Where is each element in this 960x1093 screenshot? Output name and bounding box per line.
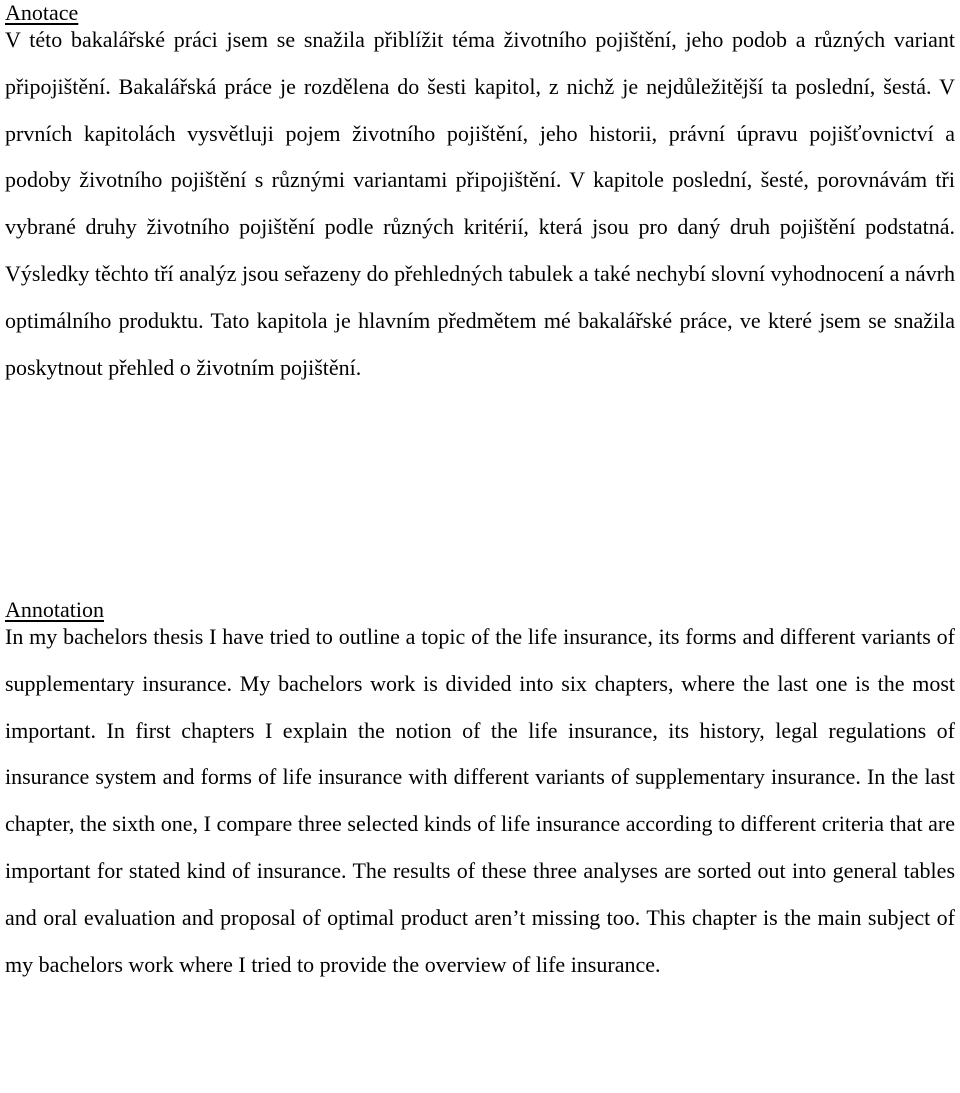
czech-paragraph: V této bakalářské práci jsem se snažila přiblížit téma životního pojištění, jeho podob a různých variant připojištění. Bakalářská práce je rozdělena do šesti kapitol, z nichž je nejdůležitější ta poslední, šestá. V prvních kapitolách vysvětluji pojem životního pojištění, jeho historii, právní úpravu pojišťovnictví a podoby životního pojištění s různými variantami připojištění. V kapitole poslední, šesté, porovnávám tři vybrané druhy životního pojištění podle různých kritérií, která jsou pro daný druh pojištění podstatná. Výsledky těchto tří analýz jsou seřazeny do přehledných tabulek a také nechybí slovní vyhodnocení a návrh optimálního produktu. Tato kapitola je hlavním předmětem mé bakalářské práce, ve které jsem se snažila poskytnout přehled o životním pojištění. — [5, 27, 955, 380]
english-paragraph: In my bachelors thesis I have tried to outline a topic of the life insurance, its forms and different variants of supplementary insurance. My bachelors work is divided into six chapters, where the last one is the most important. In first chapters I explain the notion of the life insurance, its history, legal regulations of insurance system and forms of life insurance with different variants of supplementary insurance. In the last chapter, the sixth one, I compare three selected kinds of life insurance according to different criteria that are important for stated kind of insurance. The results of these three analyses are sorted out into general tables and oral evaluation and proposal of optimal product aren’t missing too. This chapter is the main subject of my bachelors work where I tried to provide the overview of life insurance. — [5, 624, 955, 977]
english-heading: Annotation — [5, 597, 104, 622]
czech-annotation-section — [5, 0, 955, 391]
czech-heading: Anotace — [5, 0, 79, 25]
english-annotation-section — [5, 597, 955, 988]
